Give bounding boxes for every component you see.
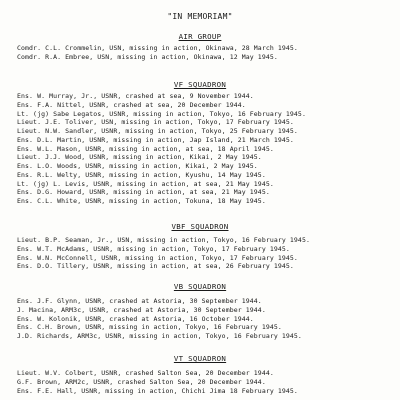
section-heading-vt-squadron: VT SQUADRON [173, 354, 227, 363]
memorial-entry: Ens. R.L. Welty, USNR, missing in action, Kyushu, 14 May 1945. [17, 170, 266, 179]
memorial-entry: Comdr. R.A. Embree, USN, missing in action, Okinawa, 12 May 1945. [17, 52, 278, 61]
memorial-entry: Lieut. N.W. Sandler, USNR, missing in action, Tokyo, 25 February 1945. [17, 127, 298, 135]
section-entries-vf-squadron [17, 92, 397, 206]
section-entries-vb-squadron [17, 297, 397, 341]
memorial-entry: Lieut. B.P. Seaman, Jr., USN, missing in action, Tokyo, 16 February 1945. [17, 236, 310, 244]
section-heading-vbf-squadron: VBF SQUADRON [171, 222, 229, 231]
memorial-entry: Ens. W.N. McConnell, USNR, missing in action, Tokyo, 17 February 1945. [17, 253, 298, 262]
memorial-entry: Lieut. J.J. Wood, USNR, missing in action, Kikai, 2 May 1945. [17, 153, 262, 162]
memorial-entry: Ens. D.G. Howard, USNR, missing in action, at sea, 21 May 1945. [17, 188, 270, 197]
memorial-entry: Ens. J.F. Glynn, USNR, crashed at Astoria, 30 September 1944. [17, 297, 262, 305]
section-heading-vb-squadron: VB SQUADRON [173, 282, 227, 291]
memorial-entry: Ens. W. Murray, Jr., USNR, crashed at sea, 9 November 1944. [17, 92, 254, 100]
memorial-entry: Ens. W.T. McAdams, USNR, missing in action, Tokyo, 17 February 1945. [17, 244, 290, 253]
document-title: "IN MEMORIAM" [167, 12, 233, 21]
section-entries-air-group [17, 44, 397, 62]
memorial-entry: Ens. F.E. Hall, USNR, missing in action, Chichi Jima 18 February 1945. [17, 386, 298, 395]
section-entries-vt-squadron [17, 369, 397, 395]
memorial-entry: Lt. (jg) L. Levis, USNR, missing in action, at sea, 21 May 1945. [17, 179, 274, 188]
memorial-entry: Ens. D.L. Martin, USNR, missing in action, Jap Island, 21 March 1945. [17, 135, 294, 144]
memorial-entry: Ens. C.L. White, USNR, missing in action, Tokuna, 18 May 1945. [17, 197, 266, 205]
memorial-entry: Ens. L.O. Woods, USNR, missing in action, Kikai, 2 May 1945. [17, 162, 258, 170]
memorial-entry: Lieut. W.V. Colbert, USNR, crashed Salton Sea, 20 December 1944. [17, 369, 274, 377]
section-entries-vbf-squadron [17, 236, 397, 271]
memorial-entry: J.D. Richards, ARM3c, USNR, missing in action, Tokyo, 16 February 1945. [17, 332, 302, 340]
memorial-entry: Comdr. C.L. Crommelin, USN, missing in action, Okinawa, 28 March 1945. [17, 44, 298, 52]
memorial-entry: Lt. (jg) Sabe Legatos, USNR, missing in action, Tokyo, 16 February 1945. [17, 109, 306, 118]
memorial-entry: J. Macina, ARM3c, USNR, crashed at Astoria, 30 September 1944. [17, 305, 266, 314]
memorial-entry: G.F. Brown, ARM2c, USNR, crashed Salton Sea, 20 December 1944. [17, 377, 266, 386]
memorial-entry: Ens. W.L. Mason, USNR, missing in action, at sea, 18 April 1945. [17, 144, 274, 153]
section-heading-air-group: AIR GROUP [178, 32, 222, 41]
memorial-entry: Ens. D.O. Tillery, USNR, missing in action, at sea, 26 February 1945. [17, 262, 294, 271]
section-heading-vf-squadron: VF SQUADRON [173, 80, 227, 89]
memorial-entry: Lieut. J.E. Toliver, USN, missing in action, Tokyo, 17 February 1945. [17, 118, 294, 127]
memorial-entry: Ens. F.A. Nittel, USNR, crashed at sea, 20 December 1944. [17, 100, 246, 109]
memorial-entry: Ens. W. Kolonik, USNR, crashed at Astoria, 16 October 1944. [17, 314, 254, 323]
memorial-entry: Ens. C.H. Brown, USNR, missing in action, Tokyo, 16 February 1945. [17, 323, 282, 332]
